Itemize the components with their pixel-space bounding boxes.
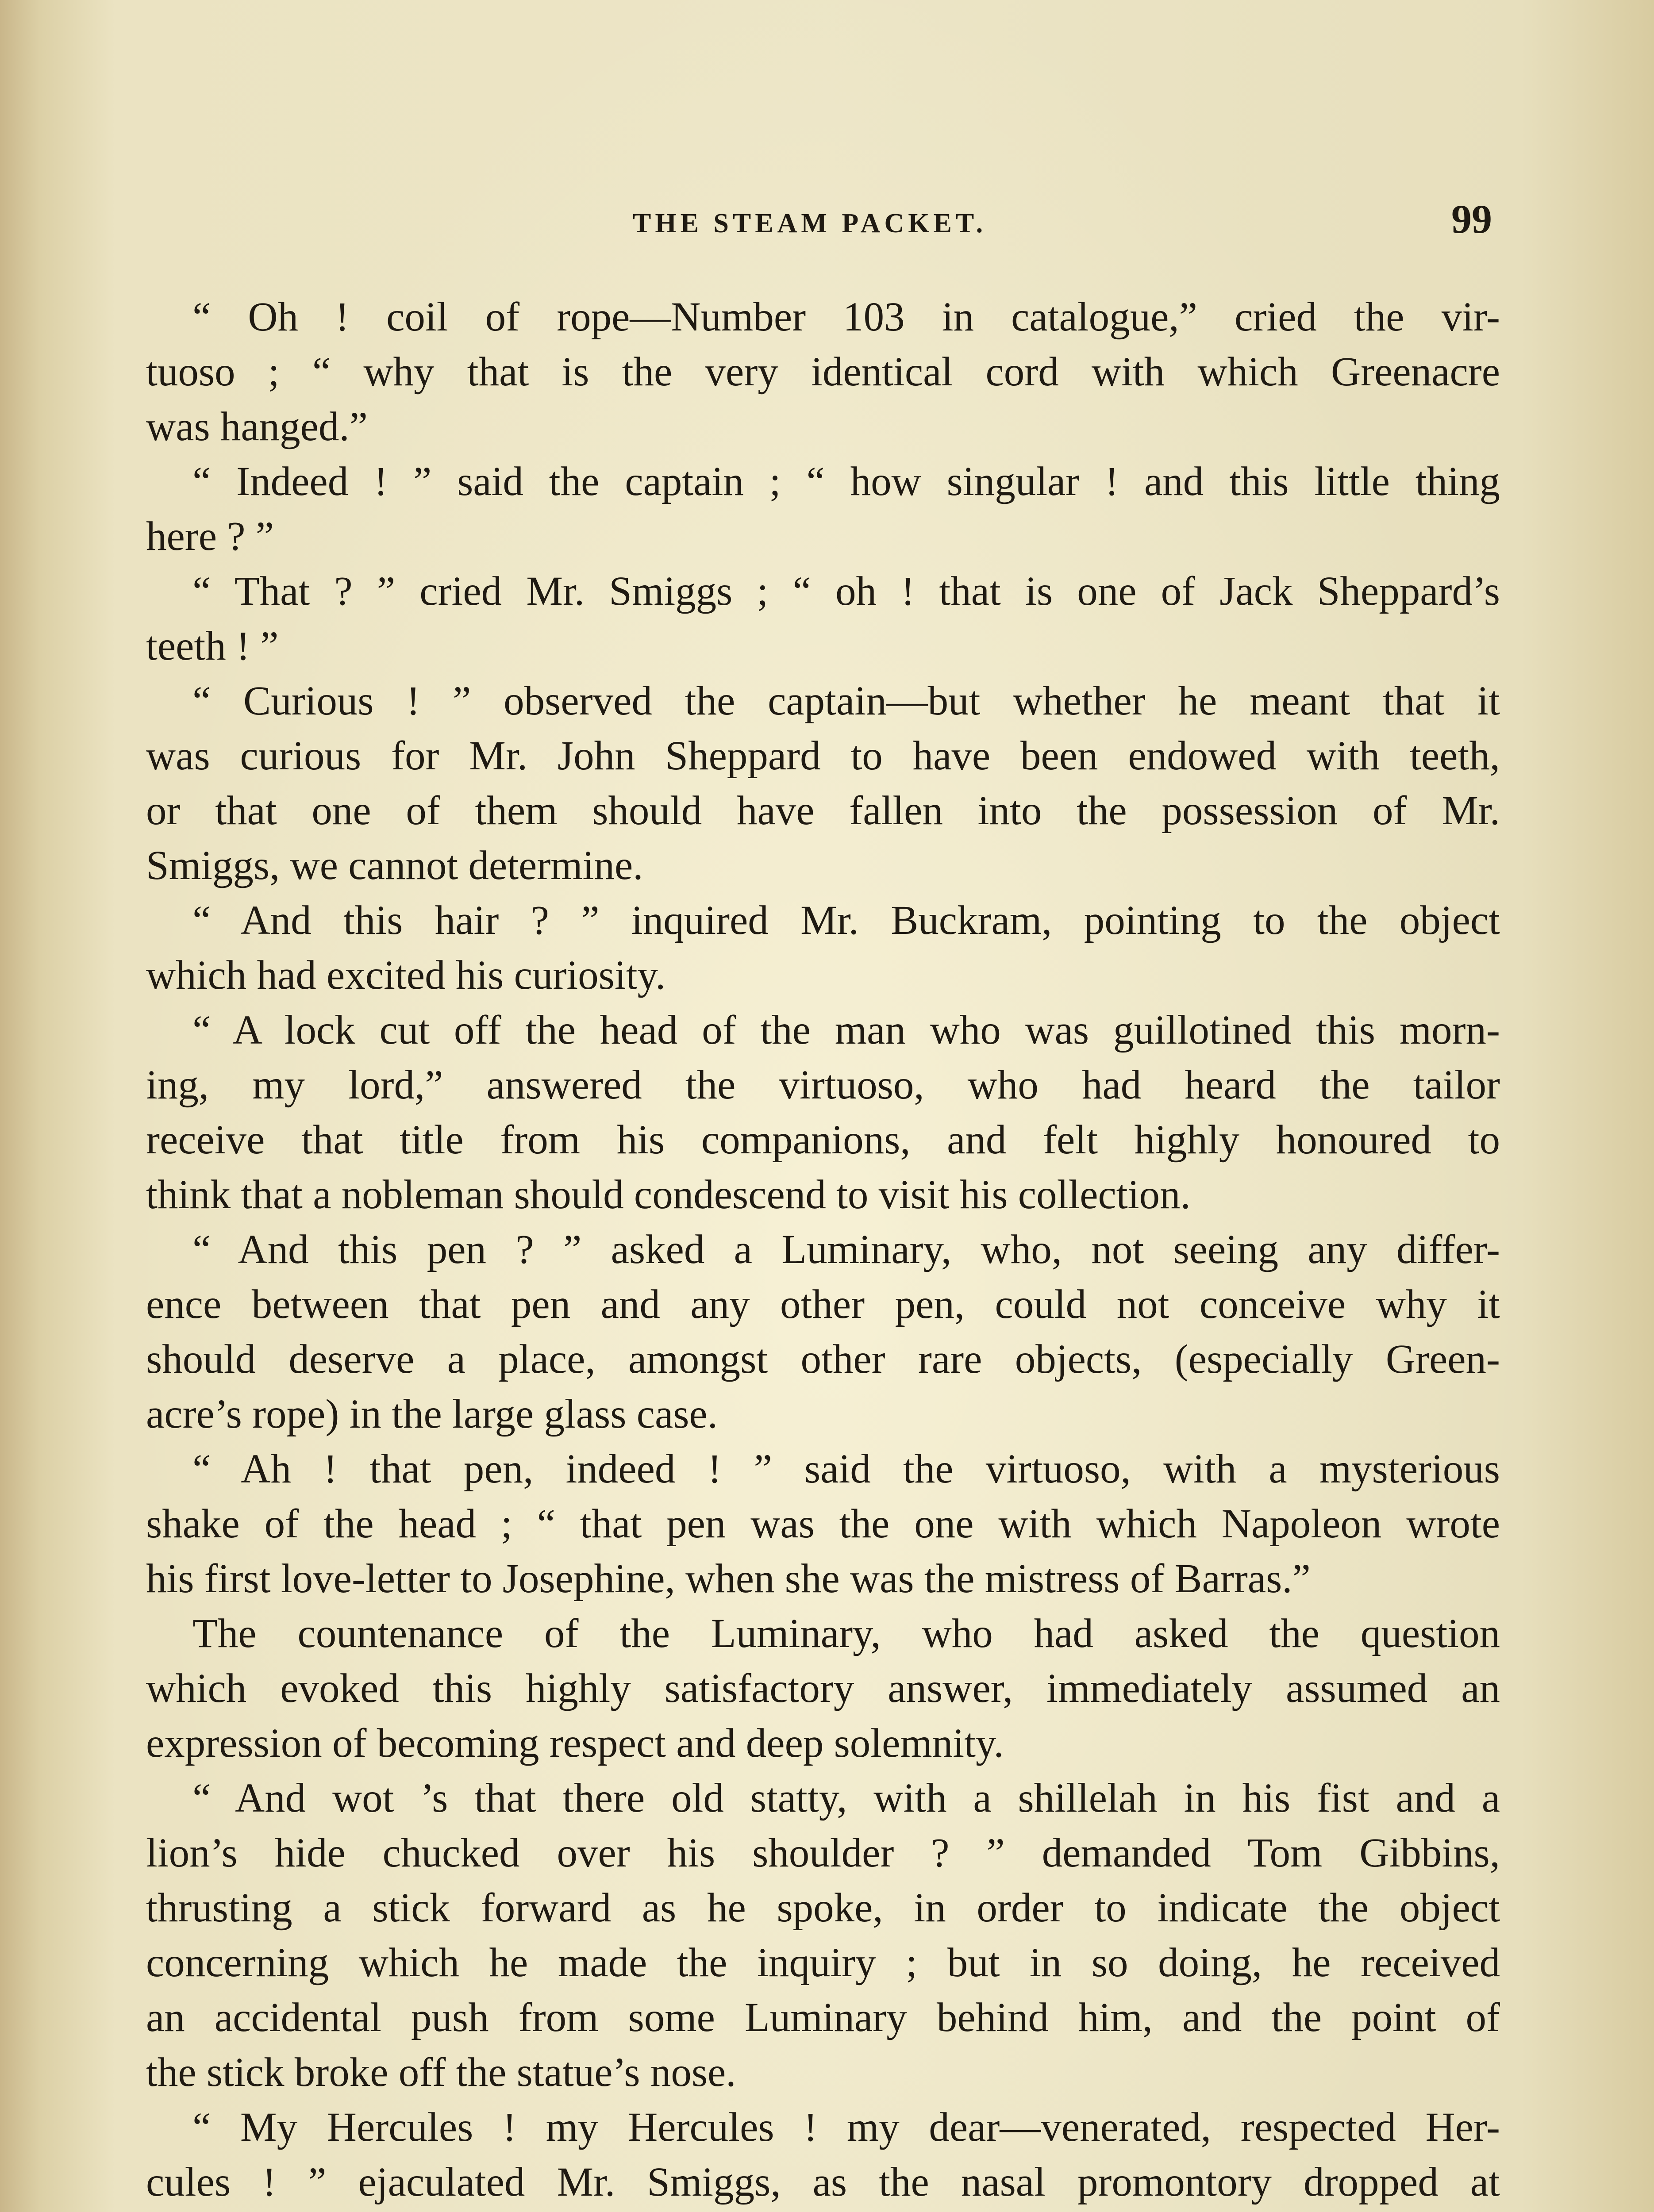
text-line: which evoked this highly satisfactory answer, immediately assumed an bbox=[146, 1666, 1500, 1711]
text-line: ence between that pen and any other pen, could not conceive why it bbox=[146, 1282, 1500, 1327]
text-line: shake of the head ; “ that pen was the one with which Napoleon wrote bbox=[146, 1501, 1500, 1547]
text-line: “ That ? ” cried Mr. Smiggs ; “ oh ! that is one of Jack Sheppard’s bbox=[192, 568, 1500, 614]
text-line: “ Indeed ! ” said the captain ; “ how singular ! and this little thing bbox=[192, 459, 1500, 504]
text-line: receive that title from his companions, and felt highly honoured to bbox=[146, 1117, 1500, 1163]
text-line: The countenance of the Luminary, who had asked the question bbox=[192, 1611, 1500, 1656]
running-title: THE STEAM PACKET. bbox=[633, 208, 987, 238]
text-line: thrusting a stick forward as he spoke, in order to indicate the object bbox=[146, 1885, 1500, 1931]
text-line: teeth ! ” bbox=[146, 623, 279, 669]
text-line: was curious for Mr. John Sheppard to have been endowed with teeth, bbox=[146, 733, 1500, 779]
text-line: tuoso ; “ why that is the very identical cord with which Greenacre bbox=[146, 349, 1500, 395]
text-line: an accidental push from some Luminary behind him, and the point of bbox=[146, 1995, 1500, 2040]
text-line: “ Oh ! coil of rope—Number 103 in catalogue,” cried the vir- bbox=[192, 294, 1500, 340]
text-line: cules ! ” ejaculated Mr. Smiggs, as the nasal promontory dropped at bbox=[146, 2159, 1500, 2205]
text-line bbox=[146, 2210, 1500, 2212]
text-line: think that a nobleman should condescend to visit his collection. bbox=[146, 1172, 1191, 1217]
text-line: ing, my lord,” answered the virtuoso, who had heard the tailor bbox=[146, 1062, 1500, 1108]
page-header bbox=[0, 195, 1654, 248]
text-line: his first love-letter to Josephine, when she was the mistress of Barras.” bbox=[146, 1556, 1311, 1601]
text-line: “ A lock cut off the head of the man who was guillotined this morn- bbox=[192, 1007, 1500, 1053]
text-line: expression of becoming respect and deep solemnity. bbox=[146, 1720, 1004, 1766]
text-line: here ? ” bbox=[146, 514, 274, 559]
text-line: which had excited his curiosity. bbox=[146, 952, 666, 998]
text-line: or that one of them should have fallen into the possession of Mr. bbox=[146, 788, 1500, 833]
text-line: lion’s hide chucked over his shoulder ? ” demanded Tom Gibbins, bbox=[146, 1830, 1500, 1876]
text-line: was hanged.” bbox=[146, 404, 368, 449]
text-line: should deserve a place, amongst other rare objects, (especially Green- bbox=[146, 1336, 1500, 1382]
text-line: acre’s rope) in the large glass case. bbox=[146, 1391, 718, 1437]
text-line: Smiggs, we cannot determine. bbox=[146, 843, 643, 888]
text-line: “ Curious ! ” observed the captain—but whether he meant that it bbox=[192, 678, 1500, 724]
body-text bbox=[146, 290, 1500, 2212]
text-line: the stick broke off the statue’s nose. bbox=[146, 2050, 736, 2095]
text-line: “ And this pen ? ” asked a Luminary, who, not seeing any differ- bbox=[192, 1227, 1500, 1272]
text-line: “ My Hercules ! my Hercules ! my dear—venerated, respected Her- bbox=[192, 2104, 1500, 2150]
text-line: concerning which he made the inquiry ; but in so doing, he received bbox=[146, 1940, 1500, 1985]
text-line: “ And wot ’s that there old statty, with a shillelah in his fist and a bbox=[192, 1775, 1500, 1821]
text-line: “ Ah ! that pen, indeed ! ” said the virtuoso, with a mysterious bbox=[192, 1446, 1500, 1492]
text-line: “ And this hair ? ” inquired Mr. Buckram, pointing to the object bbox=[192, 898, 1500, 943]
page-number: 99 bbox=[1451, 196, 1492, 242]
